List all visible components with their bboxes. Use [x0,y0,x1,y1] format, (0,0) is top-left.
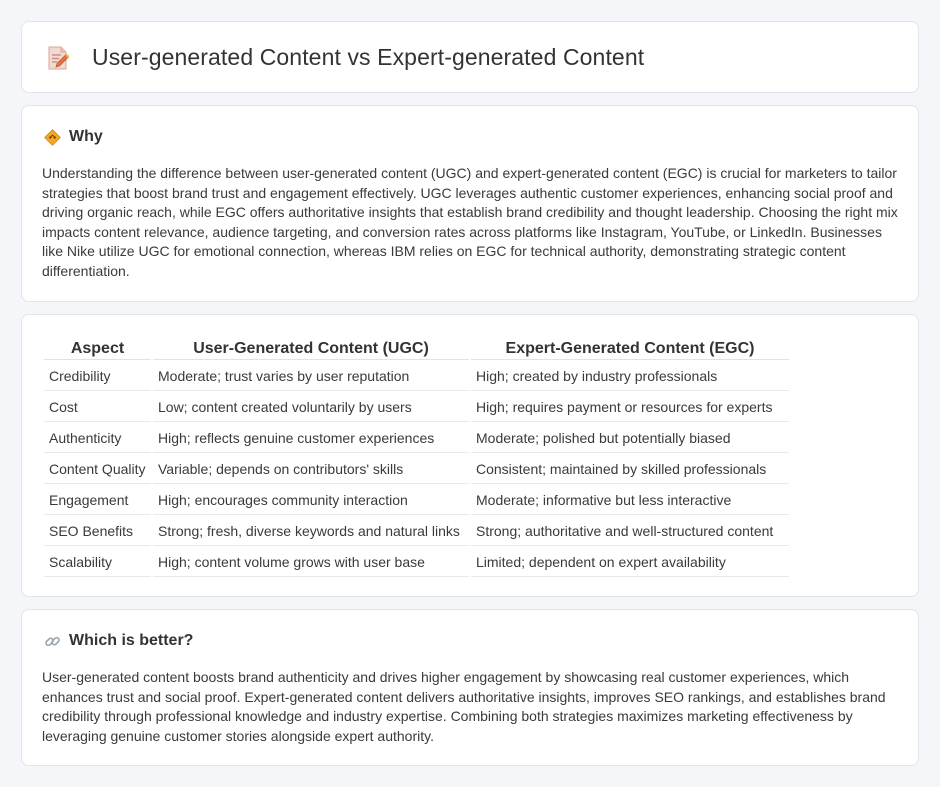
table-row [44,548,789,577]
table-header-row [44,337,789,360]
diamond-sign-icon [44,129,61,146]
row-ugc: High; reflects genuine customer experiences [153,424,469,453]
row-aspect: Engagement [44,486,151,515]
table-row [44,517,789,546]
row-egc: Limited; dependent on expert availability [471,548,789,577]
row-aspect: Content Quality [44,455,151,484]
row-egc: Moderate; informative but less interactive [471,486,789,515]
table-row [44,455,789,484]
row-aspect: Credibility [44,362,151,391]
table-row [44,362,789,391]
better-card [21,609,919,766]
row-ugc: Strong; fresh, diverse keywords and natural links [153,517,469,546]
row-egc: Moderate; polished but potentially biased [471,424,789,453]
better-text: User-generated content boosts brand authenticity and drives higher engagement by showcasing real customer experiences, which enhances trust and social proof. Expert-generated content delivers authoritative insights, improves SEO rankings, and establishes brand credibility through professional knowledge and industry expertise. Combining both strategies maximizes marketing effectiveness by leveraging genuine customer stories alongside expert authority. [42,669,886,744]
row-aspect: Cost [44,393,151,422]
title-row [46,44,644,71]
header-ugc: User-Generated Content (UGC) [153,337,469,360]
row-ugc: High; encourages community interaction [153,486,469,515]
header-egc: Expert-Generated Content (EGC) [471,337,789,360]
better-title: Which is better? [69,632,194,649]
row-ugc: Variable; depends on contributors' skills [153,455,469,484]
better-header [44,632,193,650]
link-icon [44,633,61,650]
why-header [44,128,103,146]
row-ugc: Moderate; trust varies by user reputation [153,362,469,391]
row-aspect: Authenticity [44,424,151,453]
row-ugc: High; content volume grows with user base [153,548,469,577]
row-aspect: SEO Benefits [44,517,151,546]
document-edit-icon [46,45,70,71]
row-ugc: Low; content created voluntarily by users [153,393,469,422]
row-egc: Consistent; maintained by skilled professionals [471,455,789,484]
comparison-table [42,335,791,579]
table-row [44,393,789,422]
why-title: Why [69,128,103,145]
row-egc: Strong; authoritative and well-structured content [471,517,789,546]
row-egc: High; requires payment or resources for experts [471,393,789,422]
page-title: User-generated Content vs Expert-generated Content [92,44,645,70]
why-text: Understanding the difference between user-generated content (UGC) and expert-generated content (EGC) is crucial for marketers to tailor strategies that boost brand trust and engagement effectively. UGC leverages authentic customer experiences, enhancing social proof and driving organic reach, while EGC offers authoritative insights that establish brand credibility and thought leadership. Choosing the right mix impacts content relevance, audience targeting, and conversion rates across platforms like Instagram, YouTube, or LinkedIn. Businesses like Nike utilize UGC for emotional connection, whereas IBM relies on EGC for technical authority, demonstrating strategic content differentiation. [42,165,898,279]
row-egc: High; created by industry professionals [471,362,789,391]
why-card [21,105,919,302]
title-card [21,21,919,93]
table-row [44,424,789,453]
comparison-card [21,314,919,597]
row-aspect: Scalability [44,548,151,577]
table-row [44,486,789,515]
header-aspect: Aspect [44,337,151,360]
